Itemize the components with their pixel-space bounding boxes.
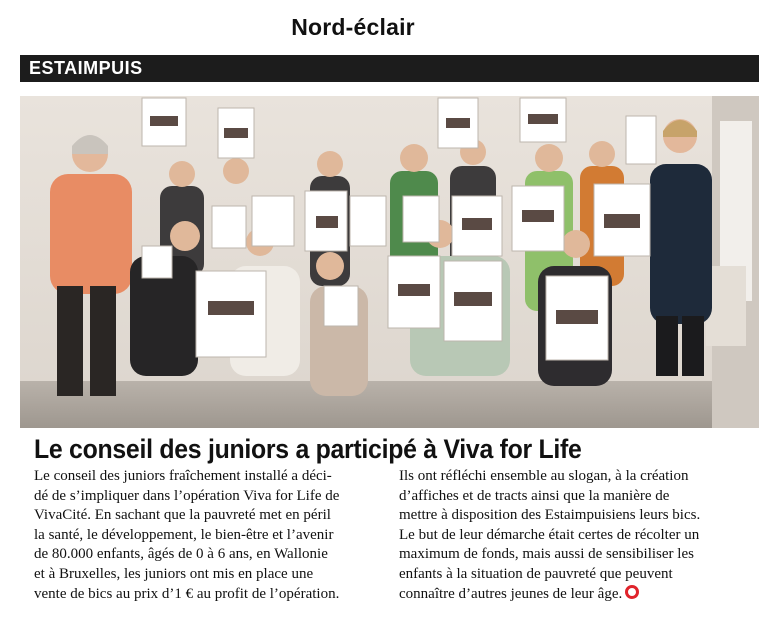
article-column-1 [34,467,386,604]
text-line: Ils ont réfléchi ensemble au slogan, à la création [399,468,689,484]
text-line: de 80.000 enfants, âgés de 0 à 6 ans, en Wallonie [34,546,328,563]
text-line: connaître d’autres jeunes de leur âge. [399,585,623,602]
text-line: VivaCité. En sachant que la pauvreté met en péril [34,507,331,524]
article-headline: Le conseil des juniors a participé à Viva for Life [34,434,582,464]
text-line: et à Bruxelles, les juniors ont mis en place une [34,565,314,582]
text-line-last [399,585,747,605]
article-end-icon [625,585,639,599]
text-line: maximum de fonds, mais aussi de sensibiliser les [399,546,694,563]
text-line: d’affiches et de tracts ainsi que la manière de [399,487,670,504]
text-line: Le conseil des juniors fraîchement installé a déci- [34,468,332,484]
text-line: enfants à la situation de pauvreté que peuvent [399,565,673,582]
newspaper-masthead: Nord-éclair [291,14,415,40]
section-header-bar [20,55,759,82]
text-line: Le but de leur démarche était certes de récolter un [399,526,700,543]
text-line: dé de s’impliquer dans l’opération Viva for Life de [34,487,340,504]
article-photo [20,96,759,428]
section-label: ESTAIMPUIS [29,58,143,78]
text-line: la santé, le développement, le bien-être et l’avenir [34,526,334,543]
article-column-2 [399,467,747,604]
text-line: vente de bics au prix d’1 € au profit de l’opération. [34,585,340,602]
group-photo-icon [20,96,759,428]
text-line: mettre à disposition des Estaimpuisiens leurs bics. [399,507,701,524]
